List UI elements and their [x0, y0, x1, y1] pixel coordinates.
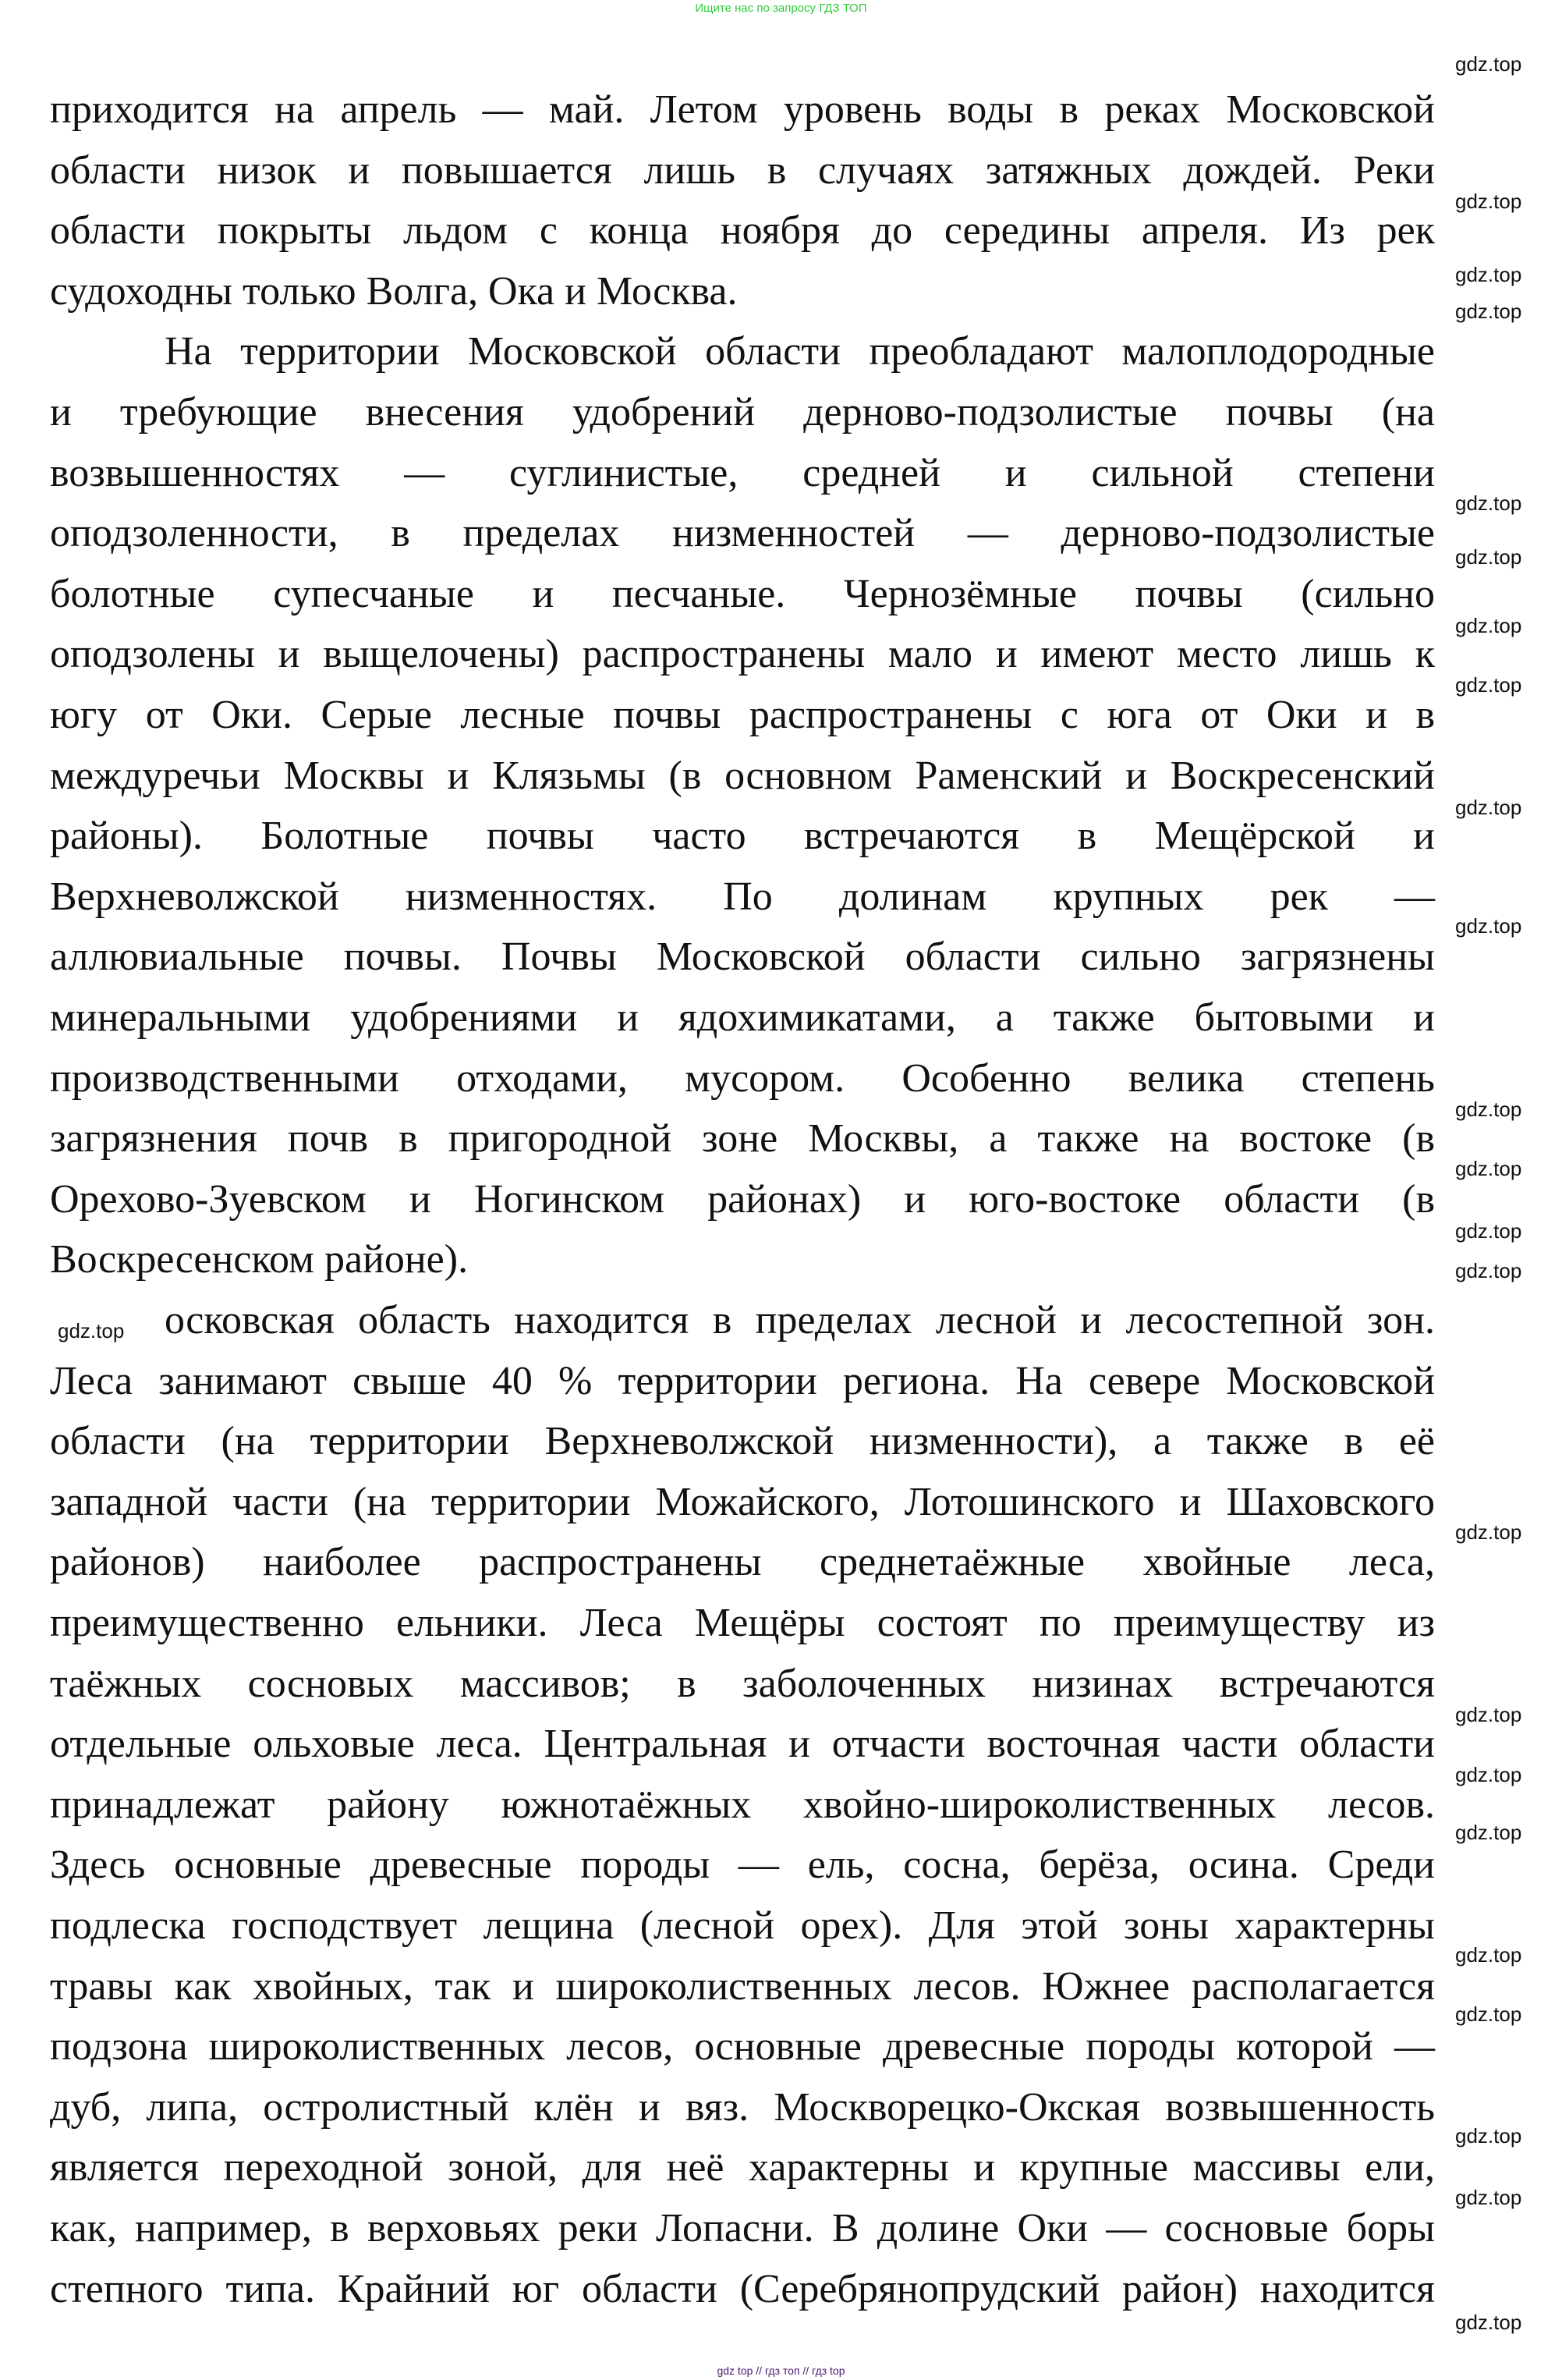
text-line: судоходны только Волга, Ока и Москва.	[50, 268, 738, 314]
watermark: gdz.top	[1455, 2311, 1522, 2334]
text-line: подзона широколиственных лесов, основные древесные породы которой —	[50, 2024, 1435, 2070]
watermark: gdz.top	[1455, 1763, 1522, 1786]
text-line: Верхневолжской низменностях. По долинам крупных рек —	[50, 874, 1435, 919]
text-line: производственными отходами, мусором. Особенно велика степень	[50, 1055, 1435, 1101]
text-line: районы). Болотные почвы часто встречаются в Мещёрской и	[50, 814, 1435, 859]
watermark: gdz.top	[1455, 1520, 1522, 1544]
text-line: На территории Московской области преобладают малоплодородные	[165, 329, 1435, 374]
watermark: gdz.top	[1455, 190, 1522, 213]
watermark: gdz.top	[1455, 614, 1522, 637]
watermark: gdz.top	[1455, 1157, 1522, 1180]
watermark: gdz.top	[1455, 491, 1522, 515]
watermark: gdz.top	[1455, 2124, 1522, 2148]
watermark: gdz.top	[1455, 2186, 1522, 2209]
text-line: районов) наиболее распространены среднетаёжные хвойные леса,	[50, 1540, 1435, 1585]
text-line: загрязнения почв в пригородной зоне Москвы, а также на востоке (в	[50, 1116, 1435, 1162]
text-line: и требующие внесения удобрений дерново-подзолистые почвы (на	[50, 390, 1435, 435]
text-line: приходится на апрель — май. Летом уровень воды в реках Московской	[50, 87, 1435, 132]
watermark: gdz.top	[1455, 1219, 1522, 1243]
text-line: области низок и повышается лишь в случаях затяжных дождей. Реки	[50, 147, 1435, 193]
watermark: gdz.top	[1455, 1821, 1522, 1844]
text-line: аллювиальные почвы. Почвы Московской области сильно загрязнены	[50, 935, 1435, 980]
watermark: gdz.top	[1455, 52, 1522, 76]
text-line: таёжных сосновых массивов; в заболоченных низинах встречаются	[50, 1661, 1435, 1706]
text-line: югу от Оки. Серые лесные почвы распространены с юга от Оки и в	[50, 693, 1435, 737]
text-line: Орехово-Зуевском и Ногинском районах) и юго-востоке области (в	[50, 1176, 1435, 1222]
watermark: gdz.top	[1455, 1703, 1522, 1726]
text-line: степного типа. Крайний юг области (Серебрянопрудский район) находится	[50, 2266, 1435, 2311]
watermark: gdz.top	[1455, 914, 1522, 938]
text-line: области (на территории Верхневолжской низменности), а также в её	[50, 1419, 1435, 1464]
bottom-banner: gdz top // гдз топ // гдз top	[717, 2364, 845, 2377]
text-line: Воскресенском районе).	[50, 1237, 469, 1282]
text-line: преимущественно ельники. Леса Мещёры состоят по преимуществу из	[50, 1601, 1435, 1645]
text-line: оподзоленности, в пределах низменностей — дерново-подзолистые	[50, 511, 1435, 556]
text-line: Леса занимают свыше 40 % территории региона. На севере Московской	[50, 1358, 1435, 1403]
top-banner: Ищите нас по запросу ГДЗ ТОП	[695, 2, 867, 15]
text-line: западной части (на территории Можайского, Лотошинского и Шаховского	[50, 1479, 1435, 1524]
text-line: дуб, липа, остролистный клён и вяз. Москворецко-Окская возвышенность	[50, 2084, 1435, 2130]
watermark: gdz.top	[1455, 1098, 1522, 1121]
watermark: gdz.top	[1455, 1943, 1522, 1967]
text-line: травы как хвойных, так и широколиственных лесов. Южнее располагается	[50, 1963, 1435, 2009]
text-line: является переходной зоной, для неё характерны и крупные массивы ели,	[50, 2145, 1435, 2190]
text-line: принадлежат району южнотаёжных хвойно-широколиственных лесов.	[50, 1782, 1435, 1827]
watermark: gdz.top	[1455, 1259, 1522, 1282]
text-line: области покрыты льдом с конца ноября до середины апреля. Из рек	[50, 208, 1435, 254]
text-line: как, например, в верховьях реки Лопасни. В долине Оки — сосновые боры	[50, 2206, 1435, 2251]
watermark: gdz.top	[1455, 796, 1522, 819]
text-line: минеральными удобрениями и ядохимикатами, а также бытовыми и	[50, 995, 1435, 1040]
watermark: gdz.top	[58, 1319, 125, 1343]
text-line: междуречьи Москвы и Клязьмы (в основном Раменский и Воскресенский	[50, 753, 1435, 798]
watermark: gdz.top	[1455, 300, 1522, 323]
text-line: отдельные ольховые леса. Центральная и отчасти восточная части области	[50, 1722, 1435, 1767]
watermark: gdz.top	[1455, 2002, 1522, 2026]
text-line: возвышенностях — суглинистые, средней и сильной степени	[50, 450, 1435, 495]
text-line: подлеска господствует лещина (лесной орех). Для этой зоны характерны	[50, 1903, 1435, 1948]
watermark: gdz.top	[1455, 263, 1522, 286]
text-line: болотные супесчаные и песчаные. Чернозёмные почвы (сильно	[50, 571, 1435, 616]
watermark: gdz.top	[1455, 673, 1522, 697]
text-line: осковская область находится в пределах лесной и лесостепной зон.	[165, 1298, 1435, 1343]
watermark: gdz.top	[1455, 545, 1522, 569]
text-line: оподзолены и выщелочены) распространены мало и имеют место лишь к	[50, 632, 1435, 677]
text-line: Здесь основные древесные породы — ель, сосна, берёза, осина. Среди	[50, 1843, 1435, 1888]
